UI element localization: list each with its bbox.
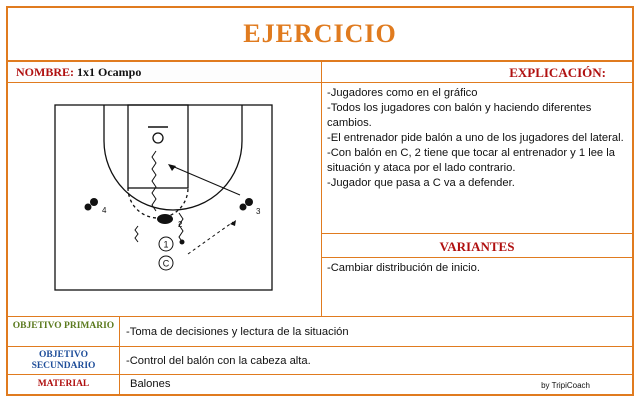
material-value: Balones	[130, 378, 171, 390]
player-2-label: 2	[178, 220, 183, 229]
variants-body: -Cambiar distribución de inicio.	[322, 258, 632, 317]
credit-text: by TripiCoach	[541, 381, 590, 390]
explanation-line: -Todos los jugadores con balón y haciendo diferentes cambios.	[327, 102, 592, 129]
page-title: EJERCICIO	[243, 19, 397, 48]
variants-heading: VARIANTES	[322, 234, 632, 258]
player-3-label: 3	[256, 207, 261, 216]
paint-lane	[128, 105, 188, 188]
player-3-marker	[240, 198, 262, 216]
explanation-line: -Con balón en C, 2 tiene que tocar al entrenador y 1 lee la situación y ataca por el lado contrario.	[327, 147, 615, 174]
explanation-body	[322, 83, 632, 234]
court-diagram	[8, 83, 322, 317]
name-label: NOMBRE:	[16, 65, 74, 79]
coach-marker	[159, 256, 173, 270]
dribble-line-2	[152, 151, 156, 211]
player-1-label: 1	[163, 239, 169, 250]
player-2-marker	[157, 214, 183, 229]
screen-cut-3	[188, 222, 233, 254]
dribble-line-1	[135, 226, 138, 242]
objective-secondary-value: -Control del balón con la cabeza alta.	[120, 347, 632, 375]
player-4-marker	[85, 198, 108, 215]
court-drawing	[8, 83, 320, 315]
explanation-heading: EXPLICACIÓN:	[322, 62, 632, 83]
explanation-line: -Jugadores como en el gráfico	[327, 87, 478, 99]
material-label: MATERIAL	[8, 375, 120, 394]
objective-secondary-label: OBJETIVO SECUNDARIO	[8, 347, 120, 375]
arrow-head-cut	[230, 220, 236, 226]
ball-1	[180, 240, 185, 245]
explanation-line: -Jugador que pasa a C va a defender.	[327, 177, 515, 189]
basket-ring	[153, 133, 163, 143]
three-point-line	[104, 105, 242, 210]
coach-label: C	[162, 258, 170, 269]
name-row	[8, 62, 322, 83]
objective-primary-label: OBJETIVO PRIMARIO	[8, 317, 120, 347]
name-value: 1x1 Ocampo	[77, 65, 142, 79]
objective-primary-value: -Toma de decisiones y lectura de la situación	[120, 317, 632, 347]
title-bar	[8, 8, 632, 62]
material-row	[120, 375, 632, 394]
exercise-sheet	[6, 6, 634, 396]
explanation-line: -El entrenador pide balón a uno de los jugadores del lateral.	[327, 132, 624, 144]
player-4-label: 4	[102, 206, 107, 215]
